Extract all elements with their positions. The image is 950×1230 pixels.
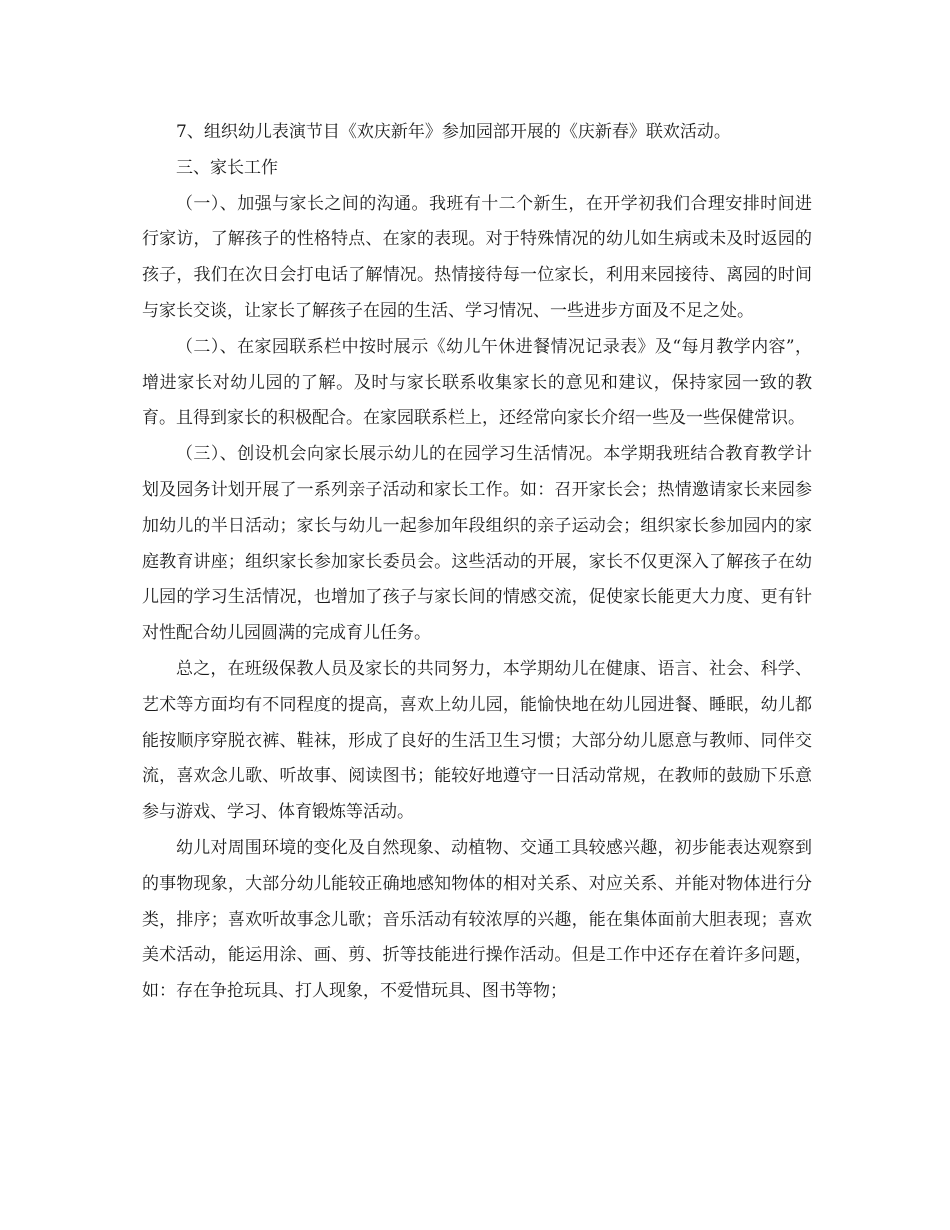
paragraph-observations: 幼儿对周围环境的变化及自然现象、动植物、交通工具较感兴趣，初步能表达观察到的事物现象，大部分幼儿能较正确地感知物体的相对关系、对应关系、并能对物体进行分类，排序；喜欢听故事念儿歌；音乐活动有较浓厚的兴趣，能在集体面前大胆表现；喜欢美术活动，能运用涂、画、剪、折等技能进行操作活动。但是工作中还存在着许多问题，如：存在争抢玩具、打人现象，不爱惜玩具、图书等物；	[142, 837, 812, 1002]
paragraph-item-7: 7、组织幼儿表演节目《欢庆新年》参加园部开展的《庆新春》联欢活动。	[176, 122, 731, 142]
section-heading-parent-work: 三、家长工作	[176, 157, 278, 178]
paragraph-summary: 总之，在班级保教人员及家长的共同努力，本学期幼儿在健康、语言、社会、科学、艺术等方面均有不同程度的提高，喜欢上幼儿园，能愉快地在幼儿园进餐、睡眠，幼儿都能按顺序穿脱衣裤、鞋袜，形成了良好的生活卫生习惯；大部分幼儿愿意与教师、同伴交流，喜欢念儿歌、听故事、阅读图书；能较好地遵守一日活动常规，在教师的鼓励下乐意参与游戏、学习、体育锻炼等活动。	[142, 658, 812, 823]
paragraph-communication: （一）、加强与家长之间的沟通。我班有十二个新生，在开学初我们合理安排时间进行家访，了解孩子的性格特点、在家的表现。对于特殊情况的幼儿如生病或未及时返园的孩子，我们在次日会打电话了解情况。热情接待每一位家长，利用来园接待、离园的时间与家长交谈，让家长了解孩子在园的生活、学习情况、一些进步方面及不足之处。	[142, 193, 812, 321]
paragraph-contact-board: （二）、在家园联系栏中按时展示《幼儿午休进餐情况记录表》及“每月教学内容”，增进家长对幼儿园的了解。及时与家长联系收集家长的意见和建议，保持家园一致的教育。且得到家长的积极配合。在家园联系栏上，还经常向家长介绍一些及一些保健常识。	[142, 336, 812, 429]
document-body	[142, 115, 812, 1010]
paragraph-parent-activities: （三）、创设机会向家长展示幼儿的在园学习生活情况。本学期我班结合教育教学计划及园务计划开展了一系列亲子活动和家长工作。如：召开家长会；热情邀请家长来园参加幼儿的半日活动；家长与幼儿一起参加年段组织的亲子运动会；组织家长参加园内的家庭教育讲座；组织家长参加家长委员会。这些活动的开展，家长不仅更深入了解孩子在幼儿园的学习生活情况，也增加了孩子与家长间的情感交流，促使家长能更大力度、更有针对性配合幼儿园圆满的完成育儿任务。	[142, 444, 812, 644]
